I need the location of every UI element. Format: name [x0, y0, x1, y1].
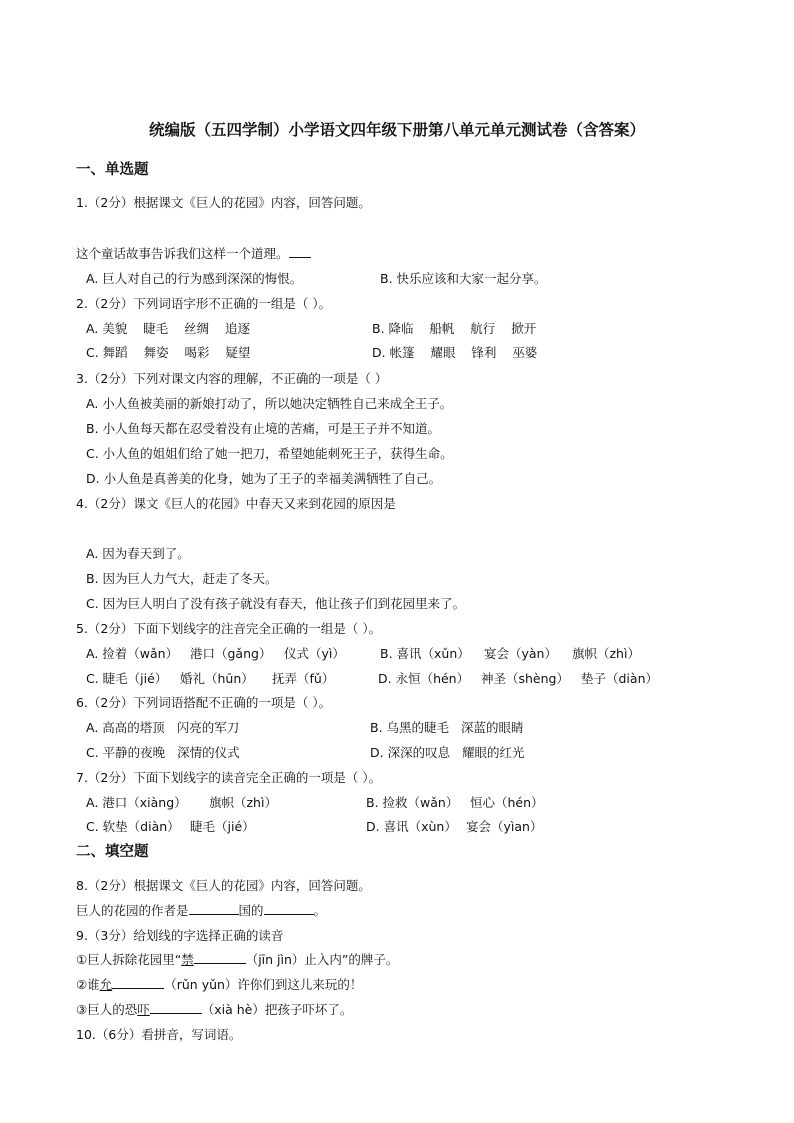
question-5-option-a-3: 仪式（yì） [284, 646, 345, 661]
question-4-option-c: C. 因为巨人明白了没有孩子就没有春天，他让孩子们到花园里来了。 [86, 596, 466, 611]
question-7-option-a-2: 旗帜（zhì） [209, 795, 277, 810]
question-2-option-c: C. 舞蹈 舞姿 喝彩 疑望 [86, 345, 251, 360]
question-5-option-d-2: 神圣（shèng） [481, 671, 569, 686]
question-9-stem: 9.（3分）给划线的字选择正确的读音 [76, 928, 284, 943]
question-3-option-a: A. 小人鱼被美丽的新娘打动了，所以她决定牺牲自己来成全王子。 [86, 396, 453, 411]
question-4-stem: 4.（2分）课文《巨人的花园》中春天又来到花园的原因是 [76, 496, 396, 511]
question-9-item-3: ③巨人的恐吓 （xià hè）把孩子吓坏了。 [76, 1002, 353, 1017]
question-3-option-c: C. 小人鱼的姐姐们给了她一把刀，希望她能刺死王子，获得生命。 [86, 446, 453, 461]
answer-blank [194, 951, 246, 964]
question-9-item-1: ①巨人拆除花园里“禁 （jīn jìn）止入内”的牌子。 [76, 952, 399, 967]
question-8-fill-line: 巨人的花园的作者是 国的 。 [76, 903, 327, 918]
question-9-item-2: ②谁允 （rǔn yǔn）许你们到这儿来玩的！ [76, 977, 363, 992]
answer-blank [150, 1001, 202, 1014]
question-2-option-d: D. 帐篷 耀眼 锋利 巫婆 [372, 345, 538, 360]
question-5-option-b-3: 旗帜（zhì） [572, 646, 640, 661]
question-2-option-b: B. 降临 船帆 航行 掀开 [372, 321, 537, 336]
answer-blank [189, 902, 239, 915]
question-2-option-a: A. 美貌 睫毛 丝绸 追逐 [86, 321, 250, 336]
question-6-stem: 6.（2分）下列词语搭配不正确的一项是（ ）。 [76, 695, 332, 710]
question-5-option-c-2: 婚礼（hūn） [180, 671, 254, 686]
question-1-line2: 这个童话故事告诉我们这样一个道理。 [76, 245, 311, 263]
question-10-stem: 10.（6分）看拼音，写词语。 [76, 1027, 242, 1042]
question-7-option-c-1: C. 软垫（diàn） [86, 819, 180, 834]
question-7-option-d-1: D. 喜讯（xùn） [366, 819, 457, 834]
answer-blank [112, 976, 164, 989]
answer-blank [289, 245, 311, 258]
question-5-option-a-1: A. 捡着（wǎn） [86, 646, 179, 661]
question-5-option-b-2: 宴会（yàn） [484, 646, 557, 661]
question-6-option-a: A. 高高的塔顶 闪亮的军刀 [86, 720, 240, 735]
question-7-option-b-1: B. 捡救（wǎn） [366, 795, 459, 810]
question-5-option-b-1: B. 喜讯（xǔn） [380, 646, 470, 661]
section-heading-single-choice: 一、单选题 [76, 162, 149, 178]
question-7-option-b-2: 恒心（hén） [470, 795, 544, 810]
question-5-option-c-3: 抚弄（fǔ） [272, 671, 335, 686]
document-title: 统编版（五四学制）小学语文四年级下册第八单元单元测试卷（含答案） [148, 121, 645, 139]
question-6-option-c: C. 平静的夜晚 深情的仪式 [86, 745, 240, 760]
question-6-option-d: D. 深深的叹息 耀眼的红光 [370, 745, 525, 760]
question-3-option-b: B. 小人鱼每天都在忍受着没有止境的苦痛，可是王子并不知道。 [86, 421, 441, 436]
question-3-stem: 3.（2分）下列对课文内容的理解，不正确的一项是（ ） [76, 371, 388, 386]
question-4-option-a: A. 因为春天到了。 [86, 546, 190, 561]
question-5-option-c-1: C. 睫毛（jié） [86, 671, 168, 686]
question-8-stem: 8.（2分）根据课文《巨人的花园》内容，回答问题。 [76, 878, 371, 893]
question-4-option-b: B. 因为巨人力气大，赶走了冬天。 [86, 571, 278, 586]
question-3-option-d: D. 小人鱼是真善美的化身，她为了王子的幸福美满牺牲了自己。 [86, 471, 442, 486]
question-7-option-c-2: 睫毛（jié） [190, 819, 255, 834]
section-heading-fill-in: 二、填空题 [76, 844, 149, 860]
question-7-option-d-2: 宴会（yìan） [466, 819, 543, 834]
question-5-option-a-2: 港口（gǎng） [190, 646, 272, 661]
question-2-stem: 2.（2分）下列词语字形不正确的一组是（ ）。 [76, 296, 332, 311]
question-1-option-b: B. 快乐应该和大家一起分享。 [380, 271, 547, 286]
question-6-option-b: B. 乌黑的睫毛 深蓝的眼睛 [370, 720, 524, 735]
question-7-stem: 7.（2分）下面下划线字的读音完全正确的一项是（ ）。 [76, 770, 382, 785]
question-7-option-a-1: A. 港口（xiàng） [86, 795, 187, 810]
question-5-option-d-3: 垫子（diàn） [581, 671, 658, 686]
question-5-option-d-1: D. 永恒（hén） [378, 671, 470, 686]
answer-blank [264, 902, 314, 915]
question-1-option-a: A. 巨人对自己的行为感到深深的悔恨。 [86, 271, 303, 286]
question-1-stem: 1.（2分）根据课文《巨人的花园》内容，回答问题。 [76, 195, 371, 210]
question-5-stem: 5.（2分）下面下划线字的注音完全正确的一组是（ ）。 [76, 621, 382, 636]
